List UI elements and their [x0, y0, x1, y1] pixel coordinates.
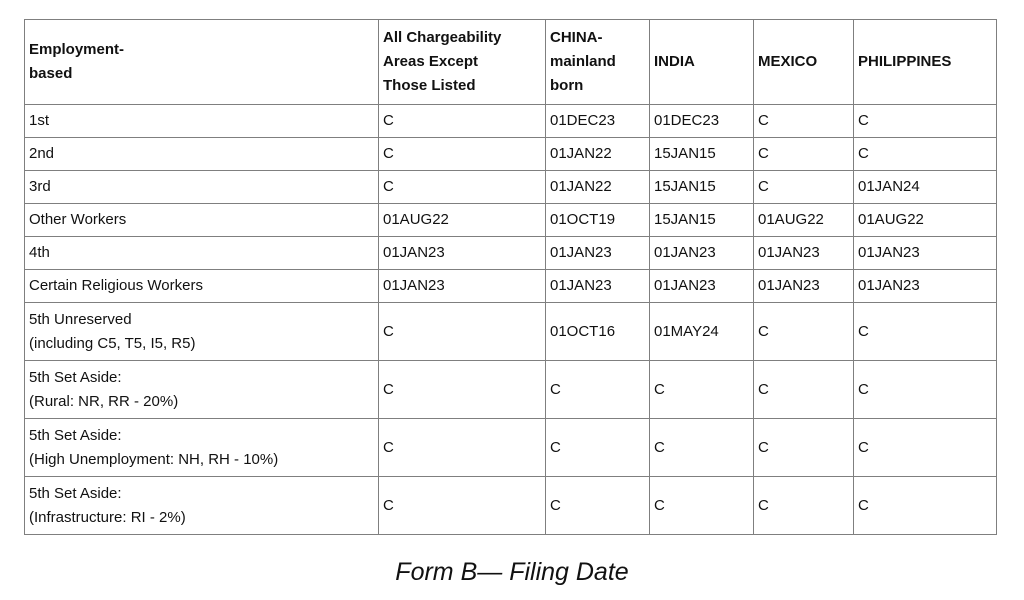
- cell-all-chargeability: C: [379, 105, 546, 138]
- cell-india: 01DEC23: [650, 105, 754, 138]
- cell-philippines: 01JAN24: [854, 171, 997, 204]
- table-row: [25, 361, 997, 419]
- row-category: Other Workers: [25, 204, 379, 237]
- cell-china: 01OCT16: [546, 303, 650, 361]
- cell-philippines: 01JAN23: [854, 270, 997, 303]
- cell-china: 01DEC23: [546, 105, 650, 138]
- cell-all-chargeability: 01JAN23: [379, 270, 546, 303]
- row-category: Certain Religious Workers: [25, 270, 379, 303]
- cell-mexico: 01JAN23: [754, 237, 854, 270]
- header-all-chargeability: All Chargeability Areas Except Those Listed: [379, 20, 546, 105]
- table-header-row: [25, 20, 997, 105]
- cell-china: 01JAN22: [546, 171, 650, 204]
- cell-philippines: 01AUG22: [854, 204, 997, 237]
- row-category: 4th: [25, 237, 379, 270]
- row-category: 5th Unreserved (including C5, T5, I5, R5): [25, 303, 379, 361]
- cell-india: 01JAN23: [650, 237, 754, 270]
- cell-mexico: C: [754, 419, 854, 477]
- cell-mexico: 01AUG22: [754, 204, 854, 237]
- table-row: [25, 270, 997, 303]
- cell-china: 01JAN22: [546, 138, 650, 171]
- row-category: 2nd: [25, 138, 379, 171]
- filing-date-table: [24, 19, 997, 535]
- cell-philippines: C: [854, 303, 997, 361]
- table-row: [25, 105, 997, 138]
- row-category: 5th Set Aside: (Rural: NR, RR - 20%): [25, 361, 379, 419]
- cell-mexico: 01JAN23: [754, 270, 854, 303]
- cell-china: C: [546, 419, 650, 477]
- cell-mexico: C: [754, 303, 854, 361]
- cell-china: 01JAN23: [546, 270, 650, 303]
- table-row: [25, 204, 997, 237]
- cell-all-chargeability: C: [379, 171, 546, 204]
- table-row: [25, 419, 997, 477]
- cell-india: 01JAN23: [650, 270, 754, 303]
- cell-china: 01JAN23: [546, 237, 650, 270]
- table-row: [25, 237, 997, 270]
- cell-mexico: C: [754, 105, 854, 138]
- cell-mexico: C: [754, 477, 854, 535]
- cell-india: C: [650, 361, 754, 419]
- header-employment-based: Employment- based: [25, 20, 379, 105]
- table-row: [25, 171, 997, 204]
- cell-philippines: C: [854, 419, 997, 477]
- cell-philippines: C: [854, 361, 997, 419]
- header-mexico: MEXICO: [754, 20, 854, 105]
- cell-all-chargeability: 01AUG22: [379, 204, 546, 237]
- cell-philippines: C: [854, 477, 997, 535]
- cell-all-chargeability: C: [379, 303, 546, 361]
- cell-all-chargeability: C: [379, 138, 546, 171]
- cell-all-chargeability: C: [379, 419, 546, 477]
- row-category: 5th Set Aside: (Infrastructure: RI - 2%): [25, 477, 379, 535]
- header-china: CHINA- mainland born: [546, 20, 650, 105]
- cell-india: 15JAN15: [650, 204, 754, 237]
- cell-china: C: [546, 477, 650, 535]
- cell-india: C: [650, 419, 754, 477]
- cell-philippines: C: [854, 105, 997, 138]
- cell-india: 15JAN15: [650, 171, 754, 204]
- row-category: 3rd: [25, 171, 379, 204]
- cell-all-chargeability: 01JAN23: [379, 237, 546, 270]
- cell-mexico: C: [754, 361, 854, 419]
- header-philippines: PHILIPPINES: [854, 20, 997, 105]
- cell-philippines: 01JAN23: [854, 237, 997, 270]
- table-row: [25, 477, 997, 535]
- cell-india: 01MAY24: [650, 303, 754, 361]
- cell-india: C: [650, 477, 754, 535]
- cell-india: 15JAN15: [650, 138, 754, 171]
- header-india: INDIA: [650, 20, 754, 105]
- table-caption: Form B— Filing Date: [395, 558, 629, 586]
- cell-all-chargeability: C: [379, 477, 546, 535]
- row-category: 1st: [25, 105, 379, 138]
- cell-mexico: C: [754, 171, 854, 204]
- table-row: [25, 303, 997, 361]
- row-category: 5th Set Aside: (High Unemployment: NH, RH - 10%): [25, 419, 379, 477]
- table-row: [25, 138, 997, 171]
- cell-philippines: C: [854, 138, 997, 171]
- cell-all-chargeability: C: [379, 361, 546, 419]
- cell-mexico: C: [754, 138, 854, 171]
- cell-china: 01OCT19: [546, 204, 650, 237]
- cell-china: C: [546, 361, 650, 419]
